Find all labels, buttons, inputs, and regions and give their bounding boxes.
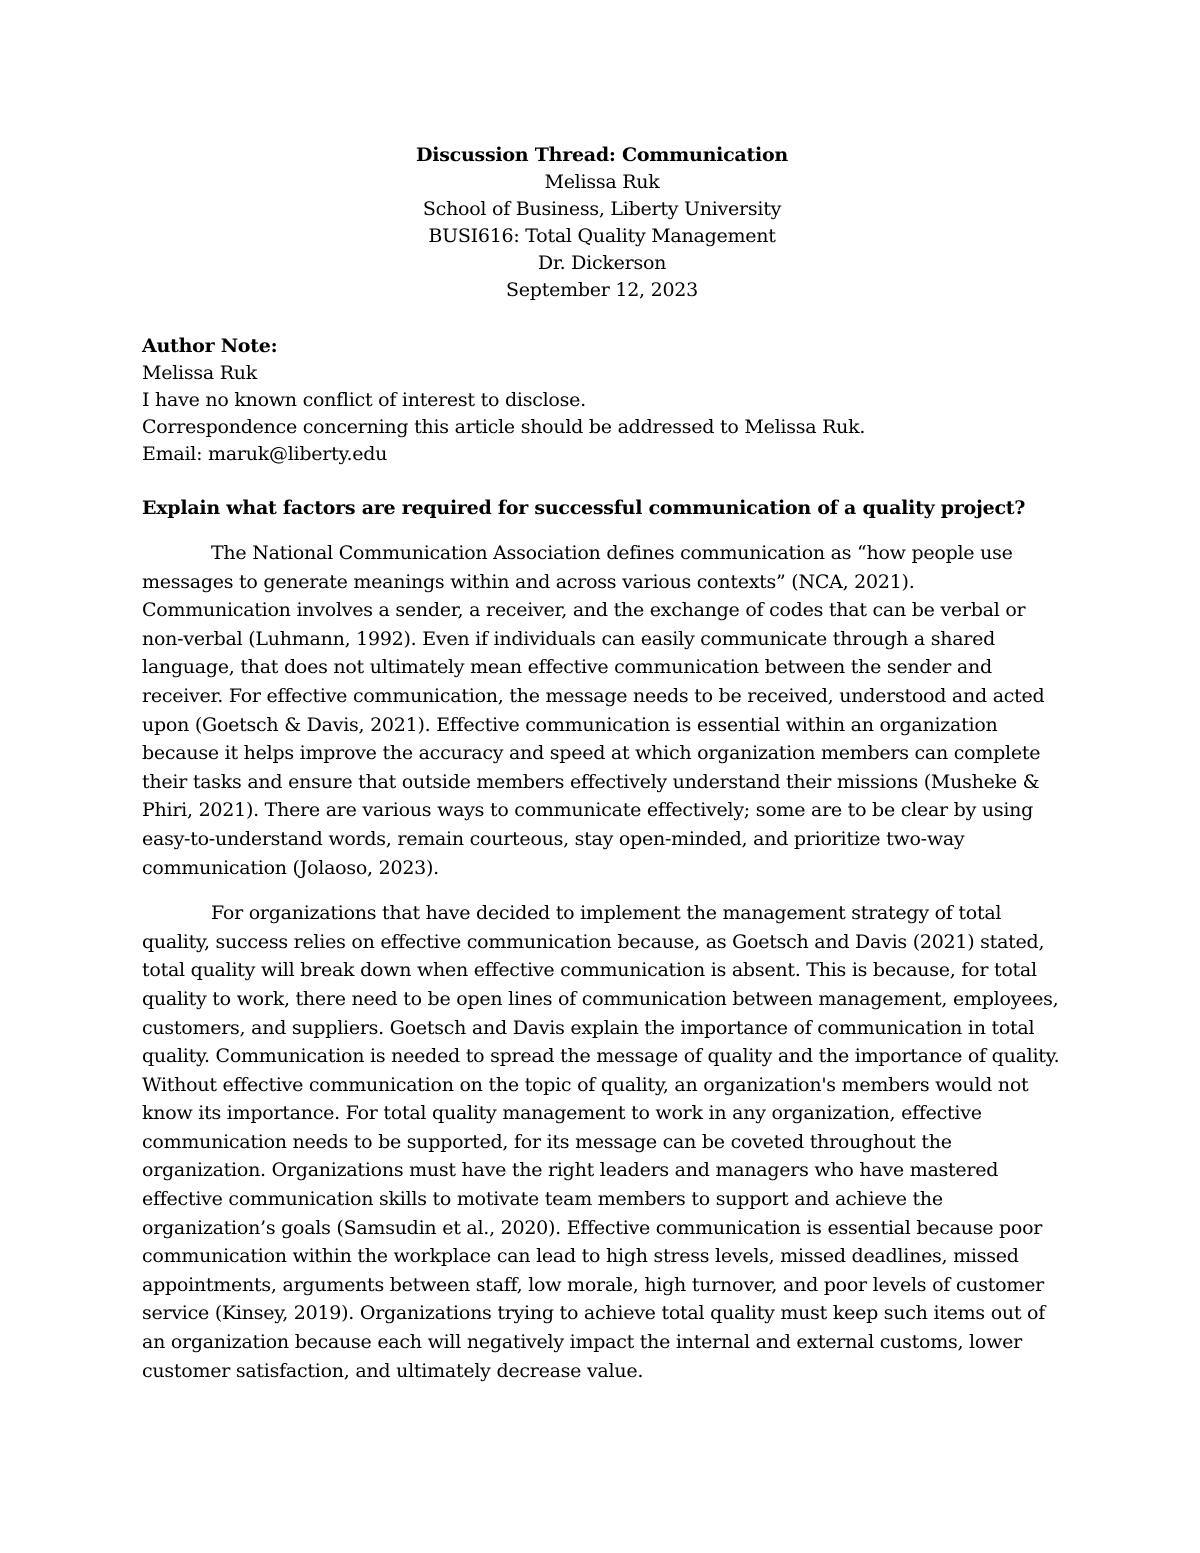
paragraph-line: customer satisfaction, and ultimately decrease value. [142,1359,644,1382]
title-page-block [142,142,1062,304]
paragraph-line: quality, success relies on effective communication because, as Goetsch and Davis (2021) stated, [142,930,1045,953]
paragraph-line: For organizations that have decided to implement the management strategy of total [211,902,1002,925]
paragraph-line: non-verbal (Luhmann, 1992). Even if individuals can easily communicate through a shared [142,627,996,650]
paragraph-line: receiver. For effective communication, the message needs to be received, understood and acted [142,684,1045,707]
paragraph-line: communication needs to be supported, for its message can be coveted throughout the [142,1130,952,1153]
author-note-line: Melissa Ruk [142,362,258,384]
paragraph-line: upon (Goetsch & Davis, 2021). Effective communication is essential within an organization [142,713,998,736]
paragraph-line: service (Kinsey, 2019). Organizations trying to achieve total quality must keep such items out of [142,1302,1046,1325]
course-name: BUSI616: Total Quality Management [428,225,776,247]
paragraph-line: appointments, arguments between staff, low morale, high turnover, and poor levels of customer [142,1273,1044,1296]
paragraph-line: The National Communication Association defines communication as “how people use [211,542,1013,564]
author-note-line: Correspondence concerning this article should be addressed to Melissa Ruk. [142,416,866,438]
paragraph-line: effective communication skills to motivate team members to support and achieve the [142,1188,943,1211]
discussion-question: Explain what factors are required for successful communication of a quality project? [142,497,1026,519]
paragraph-line: their tasks and ensure that outside members effectively understand their missions (Musheke & [142,770,1040,793]
institution: School of Business, Liberty University [422,198,782,220]
paragraph-line: an organization because each will negatively impact the internal and external customs, lower [142,1331,1022,1354]
paragraph-line: organization’s goals (Samsudin et al., 2020). Effective communication is essential because poor [142,1216,1043,1239]
paragraph-line: Without effective communication on the topic of quality, an organization's members would not [142,1073,1029,1096]
paragraph-line: total quality will break down when effective communication is absent. This is because, for total [142,959,1037,982]
paragraph-line: communication within the workplace can lead to high stress levels, missed deadlines, missed [142,1245,1019,1268]
paragraph-line: language, that does not ultimately mean effective communication between the sender and [142,656,992,679]
body-paragraph-1 [142,539,1062,882]
paragraph-line: easy-to-understand words, remain courteous, stay open-minded, and prioritize two-way [142,827,965,850]
paragraph-line: communication (Jolaoso, 2023). [142,856,439,879]
paragraph-line: know its importance. For total quality management to work in any organization, effective [142,1102,982,1125]
author-note-line: I have no known conflict of interest to disclose. [142,389,586,411]
paragraph-line: messages to generate meanings within and across various contexts” (NCA, 2021). [142,570,915,593]
document-title: Discussion Thread: Communication [416,144,788,166]
author-note-email: Email: maruk@liberty.edu [142,443,388,465]
author-name: Melissa Ruk [544,171,660,193]
paragraph-line: because it helps improve the accuracy and speed at which organization members can complete [142,742,1041,765]
paragraph-line: Phiri, 2021). There are various ways to communicate effectively; some are to be clear by using [142,799,1034,822]
body-paragraph-2 [142,899,1062,1385]
paragraph-line: customers, and suppliers. Goetsch and Davis explain the importance of communication in total [142,1016,1035,1039]
paragraph-line: quality to work, there need to be open lines of communication between management, employees, [142,987,1059,1010]
paragraph-line: Communication involves a sender, a receiver, and the exchange of codes that can be verbal or [142,599,1026,622]
instructor-name: Dr. Dickerson [537,252,667,274]
document-date: September 12, 2023 [506,279,698,301]
paragraph-line: quality. Communication is needed to spread the message of quality and the importance of quality. [142,1045,1060,1068]
author-note-block [142,333,1062,468]
paragraph-line: organization. Organizations must have the right leaders and managers who have mastered [142,1159,999,1182]
body-text [142,539,1062,1402]
author-note-heading: Author Note: [142,335,278,357]
